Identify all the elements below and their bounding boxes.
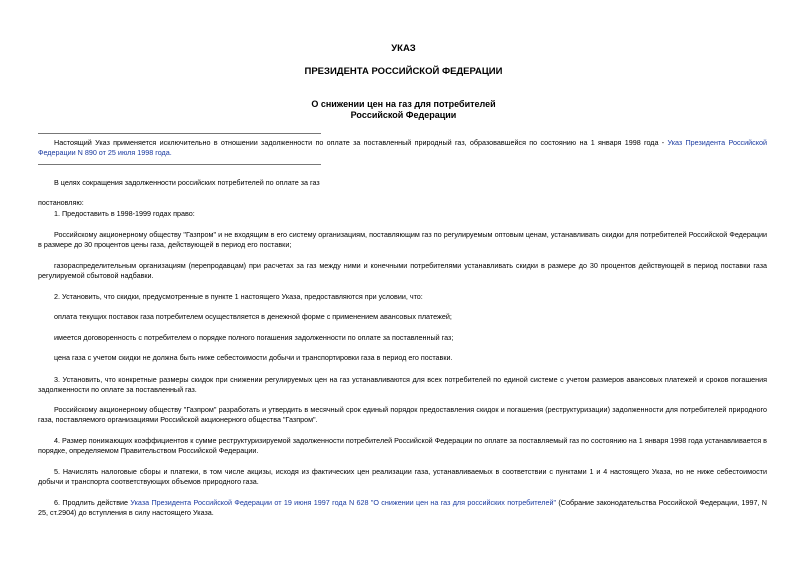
intro-paragraph: В целях сокращения задолженности российских потребителей по оплате за газ [54,178,320,187]
paragraph-2b: имеется договоренность с потребителем о порядке полного погашения задолженности по оплате за поставленный газ; [54,333,454,342]
document-issuer: ПРЕЗИДЕНТА РОССИЙСКОЙ ФЕДЕРАЦИИ [304,66,503,77]
paragraph-1a: Российскому акционерному обществу "Газпром" и не входящим в его систему организациям, поставляющим газ по регулируемым оптовым ценам, устанавливать скидки для потребителей Российской Федерации в размере до 30 процентов цены газа, действующей в период его поставки; [38,230,767,249]
paragraph-5: 5. Начислять налоговые сборы и платежи, в том числе акцизы, исходя из фактических цен реализации газа, устанавливаемых в соответствии с пунктами 1 и 4 настоящего Указа, но не ниже себестоимости добычи и транспорта соответствующих объемов природного газа. [38,467,767,486]
p6-decree-link[interactable]: Указа Президента Российской Федерации от 19 июня 1997 года N 628 "О снижении цен на газ для российских потребителей" [130,498,557,507]
note-text: Настоящий Указ применяется исключительно в отношении задолженности по оплате за поставленный природный газ, образовавшейся по состоянию на 1 января 1998 года - [54,138,668,147]
note-top-rule [38,133,321,134]
paragraph-6 [38,498,767,518]
document-title: УКАЗ [391,43,416,54]
paragraph-3: 3. Установить, что конкретные размеры скидок при снижении регулируемых цен на газ устанавливаются для всех потребителей по единой системе с учетом размеров авансовых платежей и сроков погашения задолженности по оплате за поставленный газ. [38,375,767,394]
subtitle-line-2: Российской Федерации [350,110,457,120]
paragraph-1b: газораспределительным организациям (перепродавцам) при расчетах за газ между ними и конечными потребителями устанавливать скидки в размере до 30 процентов действующей в период поставки газа регулируемой сбытовой надбавки. [38,261,767,280]
subtitle-line-1: О снижении цен на газ для потребителей [311,99,496,109]
paragraph-2a: оплата текущих поставок газа потребителем осуществляется в денежной форме с применением авансовых платежей; [54,312,452,321]
note-bottom-rule [38,164,321,165]
paragraph-4: 4. Размер понижающих коэффициентов к сумме реструктуризируемой задолженности потребителей Российской Федерации по оплате за поставляемый газ по состоянию на 1 января 1998 года устанавливается в порядке, определяемом Правительством Российской Федерации. [38,436,767,455]
p6-text-start: 6. Продлить действие [54,498,131,507]
applicability-note [38,138,767,158]
document-subtitle [0,99,807,121]
paragraph-2c: цена газа с учетом скидки не должна быть ниже себестоимости добычи и транспортировки газа в период его поставки. [54,353,453,362]
decree-word: постановляю: [38,198,84,207]
p6-text-end: (Собрание законодательства Российской Федерации, 1997, N 25, ст.2904) до вступления в силу настоящего Указа. [38,498,768,517]
paragraph-3a: Российскому акционерному обществу "Газпром" разработать и утвердить в месячный срок единый порядок предоставления скидок и погашения (реструктуризации) задолженности для потребителей природного газа, поставляемого организациями Российской акционерного общества "Газпром". [38,405,767,424]
paragraph-1: 1. Предоставить в 1998-1999 годах право: [54,209,195,218]
paragraph-2: 2. Установить, что скидки, предусмотренные в пункте 1 настоящего Указа, предоставляются при условии, что: [54,292,423,301]
note-link[interactable]: Указ Президента Российской Федерации N 890 от 25 июля 1998 года. [38,138,767,157]
